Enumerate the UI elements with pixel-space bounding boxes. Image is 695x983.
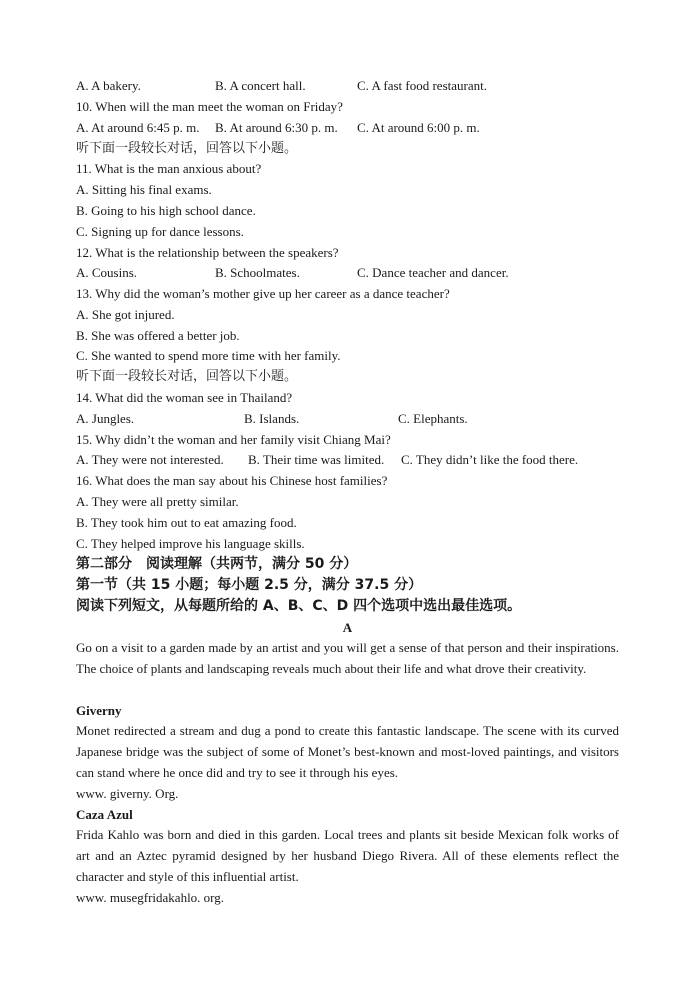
q14-option-a: A. Jungles. [76,411,135,426]
q15-option-c: C. They didn’t like the food there. [401,452,579,467]
q10-question: 10. When will the man meet the woman on Friday? [76,99,343,114]
q9-option-c: C. A fast food restaurant. [357,78,487,93]
listening-instruction-2: 听下面一段较长对话，回答以下小题。 [76,369,298,384]
q10-option-b: B. At around 6:30 p. m. [215,120,338,135]
q15-question: 15. Why didn’t the woman and her family visit Chiang Mai? [76,432,391,447]
caza-azul-url: www. musegfridakahlo. org. [76,890,225,905]
q12-option-a: A. Cousins. [76,265,138,280]
q13-option-a: A. She got injured. [76,307,175,322]
q12-question: 12. What is the relationship between the speakers? [76,245,339,260]
q10-option-c: C. At around 6:00 p. m. [357,120,480,135]
q11-option-b: B. Going to his high school dance. [76,203,256,218]
q12-option-c: C. Dance teacher and dancer. [357,265,509,280]
q9-option-a: A. A bakery. [76,78,141,93]
giverny-heading: Giverny [76,703,122,718]
q14-question: 14. What did the woman see in Thailand? [76,390,293,405]
q16-question: 16. What does the man say about his Chinese host families? [76,473,388,488]
q11-option-a: A. Sitting his final exams. [76,182,212,197]
reading-instruction: 阅读下列短文，从每题所给的 A、B、C、D 四个选项中选出最佳选项。 [76,598,522,614]
q9-option-b: B. A concert hall. [215,78,306,93]
q16-option-c: C. They helped improve his language skills. [76,536,305,551]
q15-option-b: B. Their time was limited. [248,452,385,467]
q14-option-c: C. Elephants. [398,411,468,426]
caza-azul-heading: Caza Azul [76,807,133,822]
q10-option-a: A. At around 6:45 p. m. [76,120,200,135]
q16-option-b: B. They took him out to eat amazing food. [76,515,297,530]
giverny-url: www. giverny. Org. [76,786,179,801]
q12-option-b: B. Schoolmates. [215,265,300,280]
passage-label: A [342,620,353,635]
q13-question: 13. Why did the woman’s mother give up her career as a dance teacher? [76,286,450,301]
passage-intro: Go on a visit to a garden made by an artist and you will get a sense of that person and their inspirations. The choice of plants and landscaping reveals much about their life and what drove their creativity. [76,640,619,676]
q11-question: 11. What is the man anxious about? [76,161,262,176]
q15-option-a: A. They were not interested. [76,452,224,467]
caza-azul-text: Frida Kahlo was born and died in this garden. Local trees and plants sit beside Mexican folk works of art and an Aztec pyramid designed by her husband Diego Rivera. All of these elements reflect the character and style of this influential artist. [76,827,619,884]
q13-option-c: C. She wanted to spend more time with her family. [76,348,341,363]
listening-instruction-1: 听下面一段较长对话，回答以下小题。 [76,141,298,156]
q13-option-b: B. She was offered a better job. [76,328,240,343]
q14-option-b: B. Islands. [244,411,300,426]
q16-option-a: A. They were all pretty similar. [76,494,239,509]
q11-option-c: C. Signing up for dance lessons. [76,224,244,239]
section1-title: 第一节（共 15 小题；每小题 2.5 分，满分 37.5 分） [76,577,423,593]
part2-title: 第二部分 阅读理解（共两节，满分 50 分） [76,556,358,572]
giverny-text: Monet redirected a stream and dug a pond to create this fantastic landscape. The scene with its curved Japanese bridge was the subject of some of Monet’s best-known and most-loved paintings, and visitors can stand where he once did and try to see it through his eyes. [76,723,619,780]
